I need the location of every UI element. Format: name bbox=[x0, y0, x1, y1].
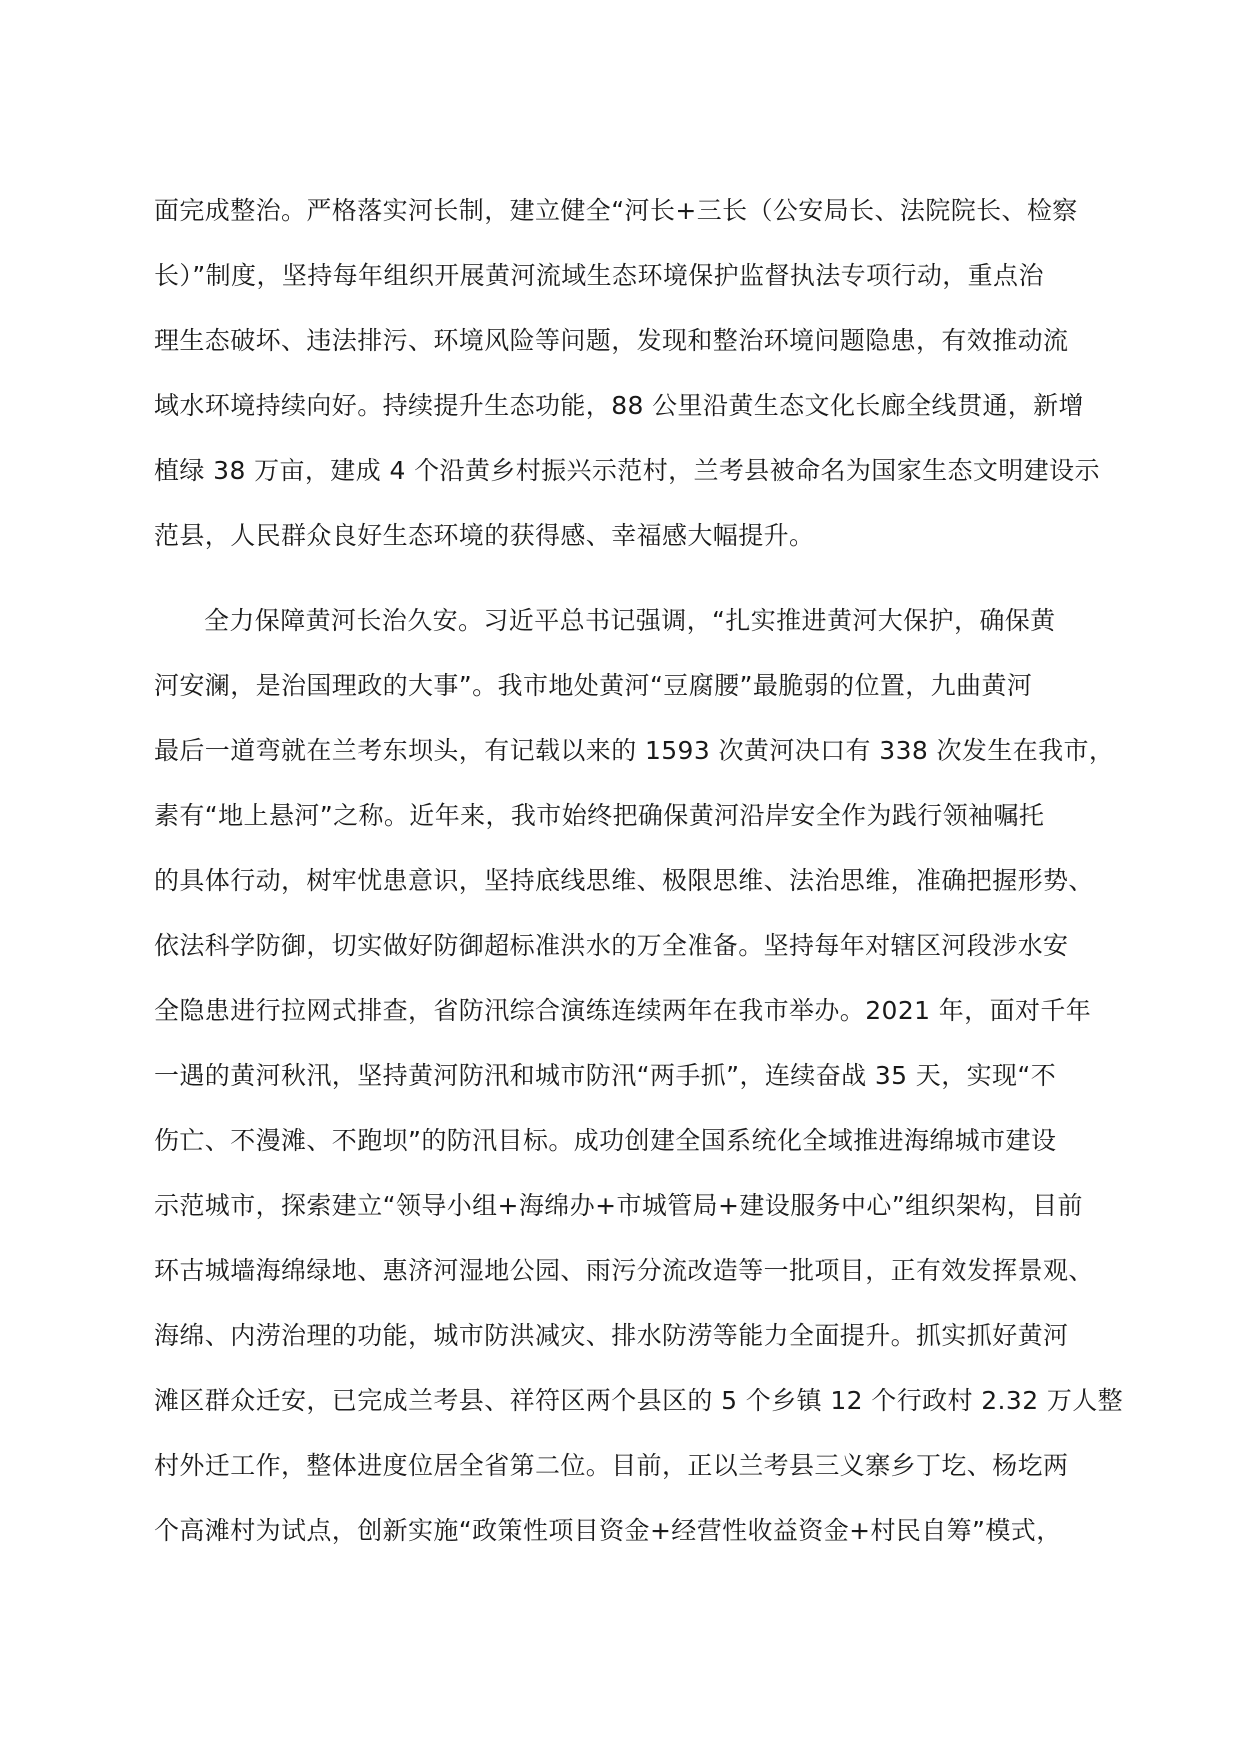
text-line: 范县，人民群众良好生态环境的获得感、幸福感大幅提升。 bbox=[154, 521, 815, 550]
text-line: 长）”制度，坚持每年组织开展黄河流域生态环境保护监督执法专项行动，重点治 bbox=[154, 261, 1044, 290]
text-line-first: 全力保障黄河长治久安。习近平总书记强调，“扎实推进黄河大保护，确保黄 bbox=[204, 606, 1056, 635]
text-line: 全隐患进行拉网式排查，省防汛综合演练连续两年在我市举办。2021 年，面对千年 bbox=[154, 996, 1092, 1025]
text-line: 最后一道弯就在兰考东坝头，有记载以来的 1593 次黄河决口有 338 次发生在我市， bbox=[154, 736, 1115, 765]
text-line: 伤亡、不漫滩、不跑坝”的防汛目标。成功创建全国系统化全域推进海绵城市建设 bbox=[154, 1126, 1057, 1155]
paragraph-river-safety bbox=[154, 588, 1124, 1563]
text-line: 海绵、内涝治理的功能，城市防洪减灾、排水防涝等能力全面提升。抓实抓好黄河 bbox=[154, 1321, 1069, 1350]
text-line: 滩区群众迁安，已完成兰考县、祥符区两个县区的 5 个乡镇 12 个行政村 2.32 万人整 bbox=[154, 1386, 1124, 1415]
text-line: 素有“地上悬河”之称。近年来，我市始终把确保黄河沿岸安全作为践行领袖嘱托 bbox=[154, 801, 1045, 830]
paragraph-spacer bbox=[154, 568, 1084, 588]
text-line: 的具体行动，树牢忧患意识，坚持底线思维、极限思维、法治思维，准确把握形势、 bbox=[154, 866, 1094, 895]
paragraph-ecology bbox=[154, 178, 1100, 568]
text-line: 一遇的黄河秋汛，坚持黄河防汛和城市防汛“两手抓”，连续奋战 35 天，实现“不 bbox=[154, 1061, 1057, 1090]
text-line: 面完成整治。严格落实河长制，建立健全“河长+三长（公安局长、法院院长、检察 bbox=[154, 196, 1078, 225]
text-line: 依法科学防御，切实做好防御超标准洪水的万全准备。坚持每年对辖区河段涉水安 bbox=[154, 931, 1069, 960]
text-line: 村外迁工作，整体进度位居全省第二位。目前，正以兰考县三义寨乡丁圪、杨圪两 bbox=[154, 1451, 1069, 1480]
text-line: 环古城墙海绵绿地、惠济河湿地公园、雨污分流改造等一批项目，正有效发挥景观、 bbox=[154, 1256, 1094, 1285]
text-line: 域水环境持续向好。持续提升生态功能，88 公里沿黄生态文化长廊全线贯通，新增 bbox=[154, 391, 1084, 420]
text-line: 理生态破坏、违法排污、环境风险等问题，发现和整治环境问题隐患，有效推动流 bbox=[154, 326, 1069, 355]
text-line: 个高滩村为试点，创新实施“政策性项目资金+经营性收益资金+村民自筹”模式， bbox=[154, 1516, 1062, 1545]
document-body bbox=[154, 178, 1124, 1563]
text-line: 示范城市，探索建立“领导小组+海绵办+市城管局+建设服务中心”组织架构，目前 bbox=[154, 1191, 1083, 1220]
text-line: 河安澜，是治国理政的大事”。我市地处黄河“豆腐腰”最脆弱的位置，九曲黄河 bbox=[154, 671, 1033, 700]
text-line: 植绿 38 万亩，建成 4 个沿黄乡村振兴示范村，兰考县被命名为国家生态文明建设示 bbox=[154, 456, 1100, 485]
